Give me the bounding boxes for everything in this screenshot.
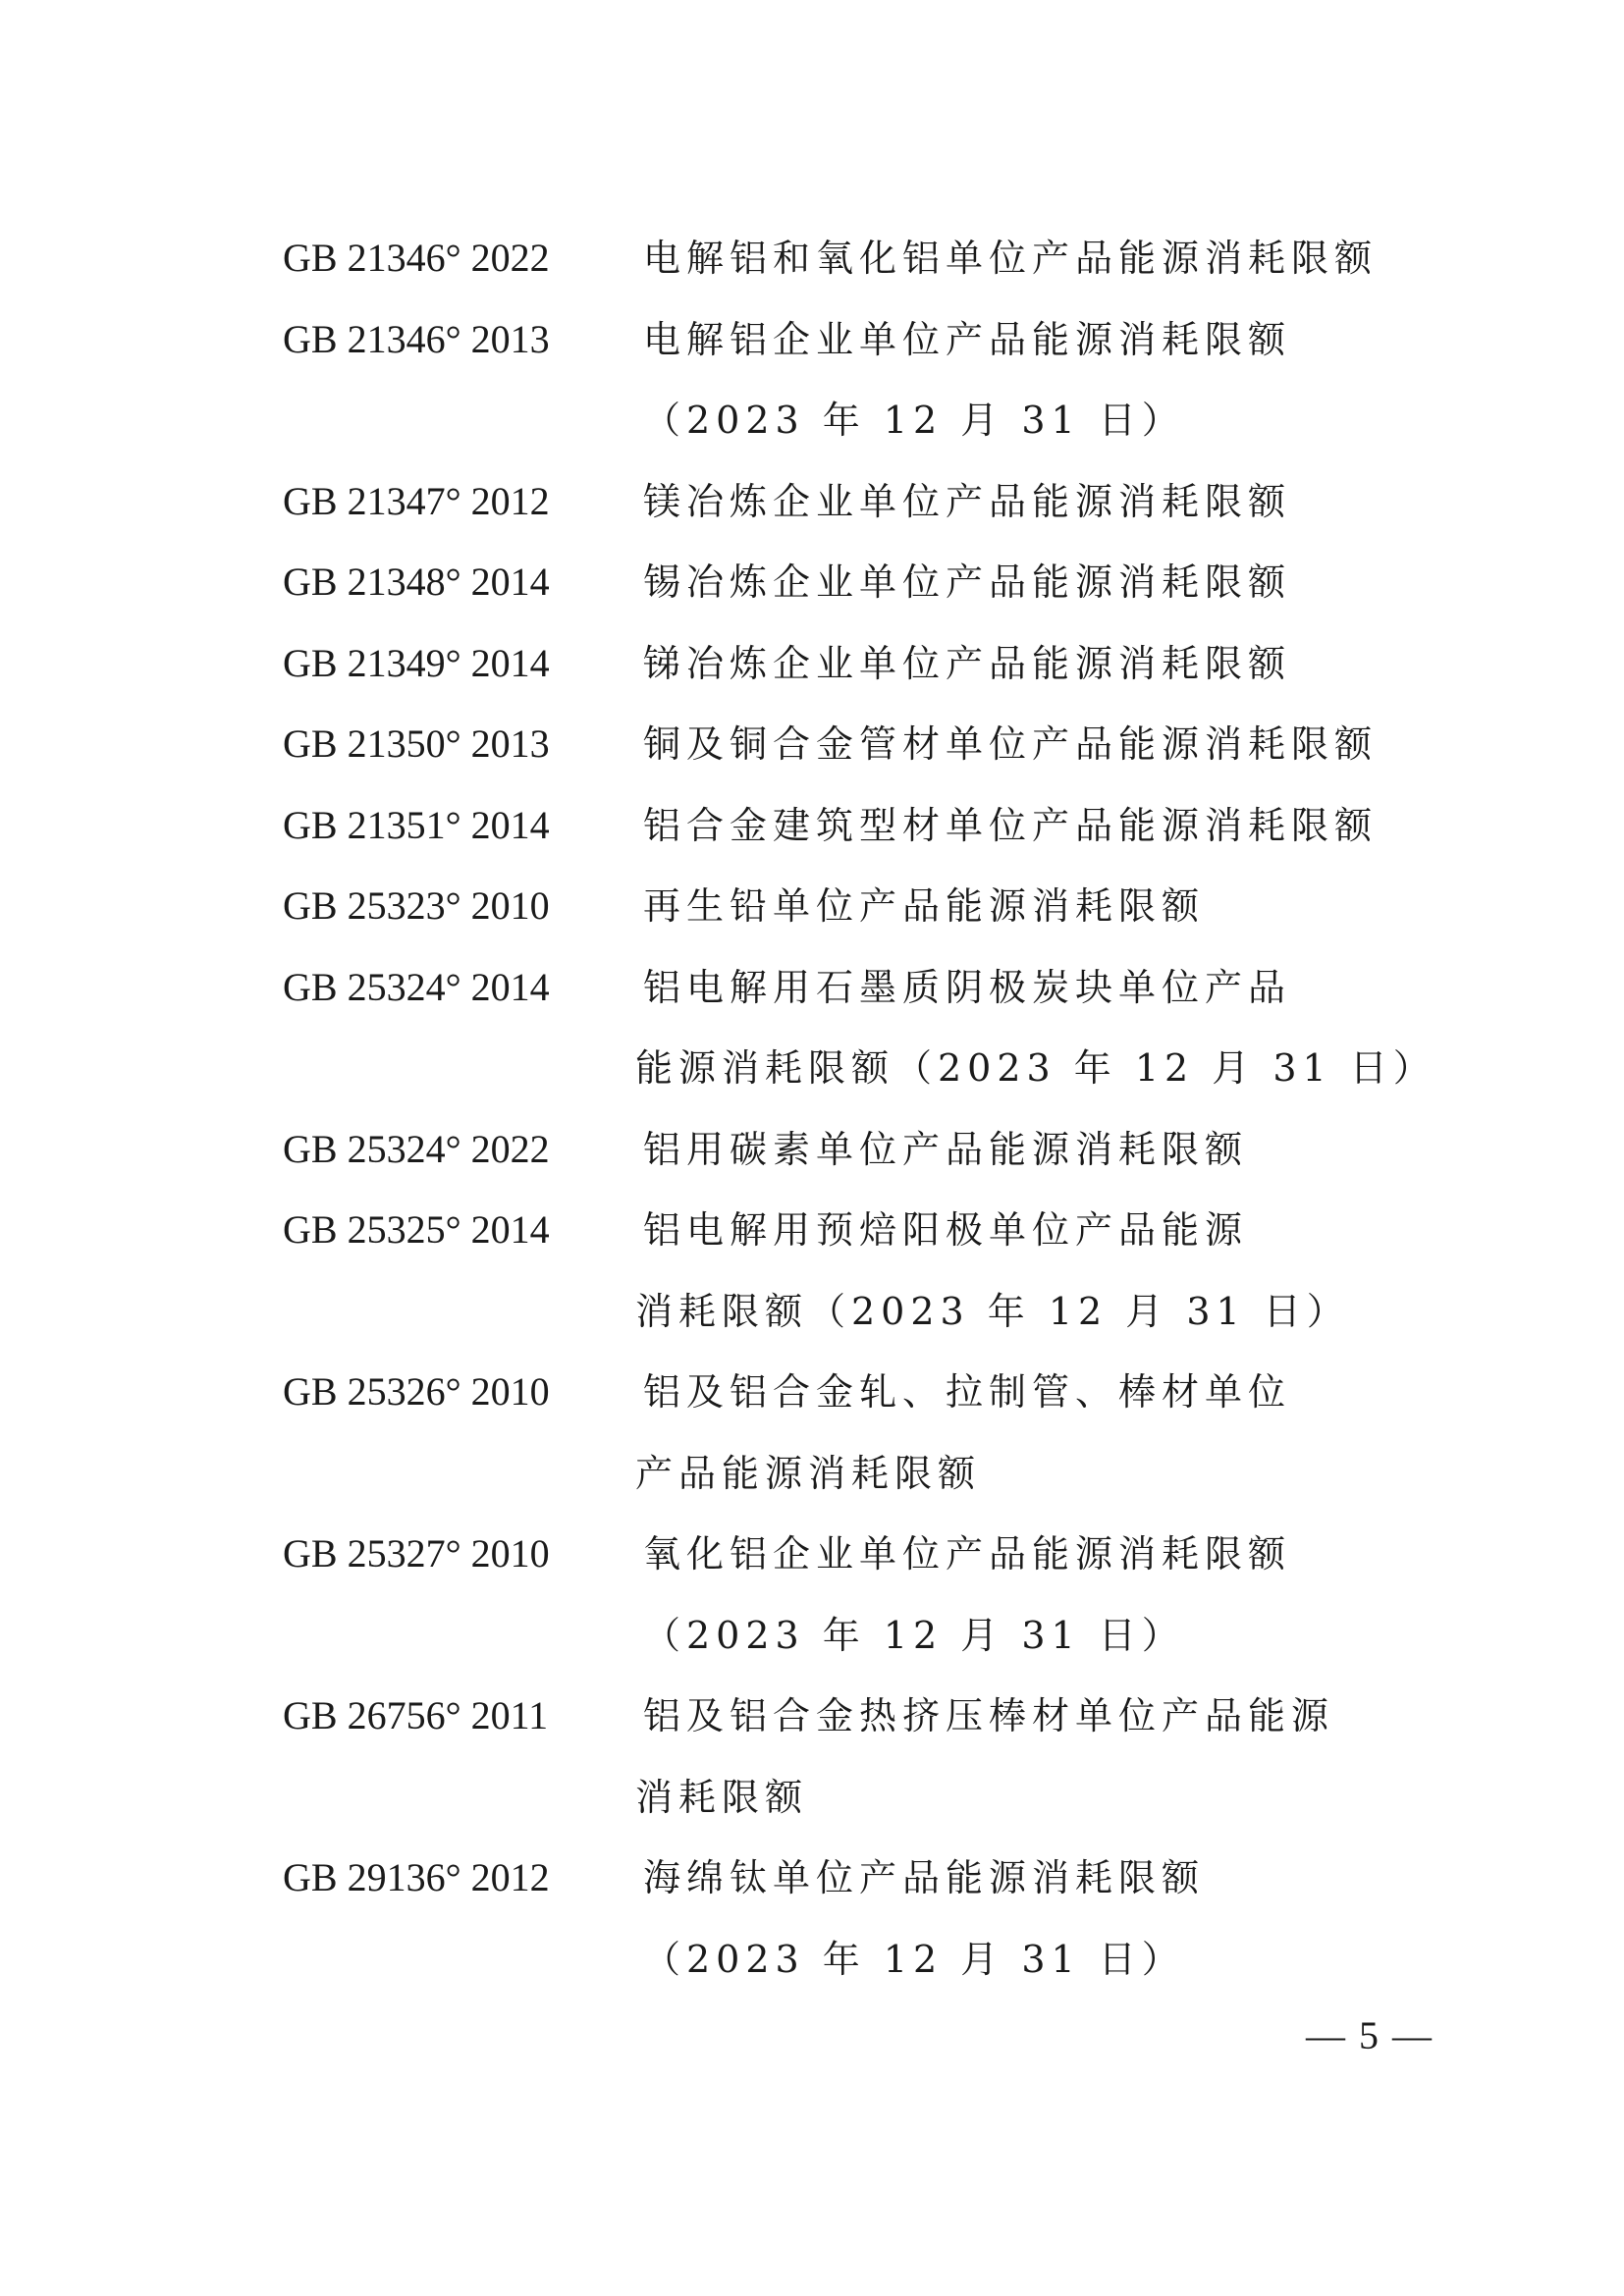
standard-title-continuation: 消耗限额（2023 年 12 月 31 日） xyxy=(635,1289,1350,1333)
standard-title: 铝电解用石墨质阴极炭块单位产品 xyxy=(643,965,1292,1009)
standard-entry xyxy=(283,218,1441,299)
standard-entry xyxy=(283,1514,1441,1595)
standard-title: 电解铝和氧化铝单位产品能源消耗限额 xyxy=(643,237,1379,280)
standard-entry xyxy=(283,623,1441,705)
page-number: — 5 — xyxy=(1306,2013,1434,2057)
standard-entry-continuation xyxy=(283,1595,1441,1677)
standard-code: GB 25324° 2014 xyxy=(283,964,550,1009)
standard-code: GB 21349° 2014 xyxy=(283,640,550,685)
standard-title: 铝及铝合金热挤压棒材单位产品能源 xyxy=(643,1694,1335,1737)
standard-title: 再生铅单位产品能源消耗限额 xyxy=(643,884,1206,928)
standard-entry-continuation xyxy=(283,1757,1441,1839)
standard-entry xyxy=(283,461,1441,543)
standard-entry xyxy=(283,947,1441,1029)
standard-code: GB 25323° 2010 xyxy=(283,883,550,928)
standard-code: GB 21351° 2014 xyxy=(283,802,550,847)
standard-title: 镁冶炼企业单位产品能源消耗限额 xyxy=(643,479,1292,523)
standard-entry xyxy=(283,866,1441,947)
standard-code: GB 21346° 2013 xyxy=(283,316,550,361)
standard-code: GB 21346° 2022 xyxy=(283,236,550,280)
standard-code: GB 25326° 2010 xyxy=(283,1369,550,1414)
standard-entry-continuation xyxy=(283,1271,1441,1353)
standard-code: GB 25325° 2014 xyxy=(283,1207,550,1252)
standard-entry xyxy=(283,1190,1441,1271)
standard-title: 铝电解用预焙阳极单位产品能源 xyxy=(643,1208,1249,1252)
standard-title: 海绵钛单位产品能源消耗限额 xyxy=(643,1856,1206,1899)
standard-entry xyxy=(283,299,1441,381)
standard-title: 铝及铝合金轧、拉制管、棒材单位 xyxy=(643,1370,1292,1414)
standard-code: GB 21348° 2014 xyxy=(283,560,550,604)
standard-title-continuation: （2023 年 12 月 31 日） xyxy=(643,399,1185,442)
standard-entry-continuation xyxy=(283,1433,1441,1515)
standard-code: GB 29136° 2012 xyxy=(283,1855,550,1899)
standard-title: 铝用碳素单位产品能源消耗限额 xyxy=(643,1127,1249,1171)
standard-entry xyxy=(283,1838,1441,1919)
standard-title: 铝合金建筑型材单位产品能源消耗限额 xyxy=(643,803,1379,847)
standard-code: GB 26756° 2011 xyxy=(283,1693,549,1737)
standard-title: 锑冶炼企业单位产品能源消耗限额 xyxy=(643,641,1292,685)
standard-entry xyxy=(283,1676,1441,1757)
standard-title: 铜及铜合金管材单位产品能源消耗限额 xyxy=(643,722,1379,766)
standard-title: 氧化铝企业单位产品能源消耗限额 xyxy=(643,1532,1292,1575)
standard-entry-continuation xyxy=(283,1919,1441,2001)
standard-entry xyxy=(283,704,1441,785)
standard-title: 电解铝企业单位产品能源消耗限额 xyxy=(643,317,1292,361)
standard-code: GB 21347° 2012 xyxy=(283,478,550,523)
standard-entry-continuation xyxy=(283,380,1441,461)
standard-entry-continuation xyxy=(283,1028,1441,1109)
standard-title-continuation: 能源消耗限额（2023 年 12 月 31 日） xyxy=(635,1046,1436,1090)
standard-title-continuation: 产品能源消耗限额 xyxy=(635,1451,982,1495)
standard-title-continuation: （2023 年 12 月 31 日） xyxy=(643,1937,1185,1981)
standard-entry xyxy=(283,1109,1441,1191)
standard-title-continuation: （2023 年 12 月 31 日） xyxy=(643,1613,1185,1657)
standard-code: GB 25324° 2022 xyxy=(283,1126,550,1171)
standard-title-continuation: 消耗限额 xyxy=(635,1775,809,1819)
standard-code: GB 25327° 2010 xyxy=(283,1531,550,1575)
standards-list xyxy=(283,218,1441,2000)
standard-title: 锡冶炼企业单位产品能源消耗限额 xyxy=(643,561,1292,604)
standard-entry xyxy=(283,785,1441,867)
standard-entry xyxy=(283,542,1441,623)
standard-entry xyxy=(283,1352,1441,1433)
standard-code: GB 21350° 2013 xyxy=(283,721,550,766)
